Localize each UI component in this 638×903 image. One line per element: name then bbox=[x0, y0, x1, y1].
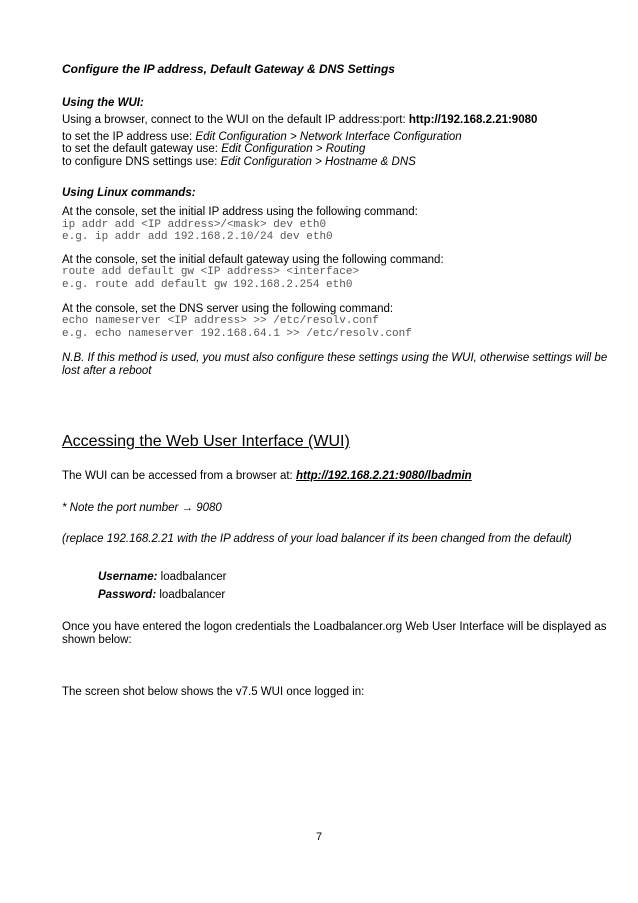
replace-note: (replace 192.168.2.21 with the IP address of your load balancer if its been changed from the default) bbox=[62, 533, 572, 545]
access-url-link[interactable]: http://192.168.2.21:9080/lbadmin bbox=[295, 470, 472, 482]
port-note: * Note the port number → 9080 bbox=[62, 502, 222, 514]
dns-cmd-example: e.g. echo nameserver 192.168.64.1 >> /etc/resolv.conf bbox=[62, 328, 412, 340]
dns-config-line bbox=[62, 155, 416, 169]
screenshot-note: The screen shot below shows the v7.5 WUI once logged in: bbox=[62, 686, 365, 698]
dns-prefix: to configure DNS settings use: bbox=[62, 156, 221, 168]
access-line bbox=[62, 469, 472, 483]
gw-path: Edit Configuration > Routing bbox=[221, 143, 366, 155]
wui-intro bbox=[62, 113, 537, 127]
password-label: Password: bbox=[98, 589, 157, 601]
gw-cmd-intro: At the console, set the initial default gateway using the following command: bbox=[62, 254, 444, 266]
access-prefix: The WUI can be accessed from a browser at: bbox=[62, 470, 296, 482]
password-value: loadbalancer bbox=[156, 589, 226, 601]
logon-line-2: shown below: bbox=[62, 634, 132, 646]
gw-config-line bbox=[62, 142, 365, 156]
dns-cmd-intro: At the console, set the DNS server using the following command: bbox=[62, 303, 394, 315]
ip-cmd-intro: At the console, set the initial IP address using the following command: bbox=[62, 206, 418, 218]
note-line-1: N.B. If this method is used, you must also configure these settings using the WUI, otherwise settings will be bbox=[62, 352, 608, 364]
ip-cmd-example: e.g. ip addr add 192.168.2.10/24 dev eth0 bbox=[62, 231, 333, 243]
wui-intro-url: http://192.168.2.21:9080 bbox=[408, 114, 538, 126]
username-line bbox=[98, 570, 227, 584]
ip-prefix: to set the IP address use: bbox=[62, 131, 196, 143]
dns-cmd: echo nameserver <IP address> >> /etc/resolv.conf bbox=[62, 315, 379, 327]
section-title-ip-config: Configure the IP address, Default Gateway & DNS Settings bbox=[62, 62, 395, 76]
wui-intro-text: Using a browser, connect to the WUI on the default IP address:port: bbox=[62, 114, 409, 126]
logon-line-1: Once you have entered the logon credentials the Loadbalancer.org Web User Interface will be displayed as bbox=[62, 621, 607, 633]
ip-cmd: ip addr add <IP address>/<mask> dev eth0 bbox=[62, 219, 327, 231]
gw-cmd: route add default gw <IP address> <interface> bbox=[62, 266, 360, 278]
gw-cmd-example: e.g. route add default gw 192.168.2.254 eth0 bbox=[62, 279, 353, 291]
ip-path: Edit Configuration > Network Interface Configuration bbox=[195, 131, 462, 143]
dns-path: Edit Configuration > Hostname & DNS bbox=[220, 156, 416, 168]
section-title-wui-access: Accessing the Web User Interface (WUI) bbox=[62, 433, 350, 450]
linux-heading: Using Linux commands: bbox=[62, 187, 196, 199]
note-line-2: lost after a reboot bbox=[62, 365, 152, 377]
password-line bbox=[98, 588, 225, 602]
wui-heading: Using the WUI: bbox=[62, 97, 144, 109]
username-label: Username: bbox=[98, 571, 158, 583]
page-number: 7 bbox=[315, 831, 323, 843]
gw-prefix: to set the default gateway use: bbox=[62, 143, 222, 155]
username-value: loadbalancer bbox=[157, 571, 227, 583]
